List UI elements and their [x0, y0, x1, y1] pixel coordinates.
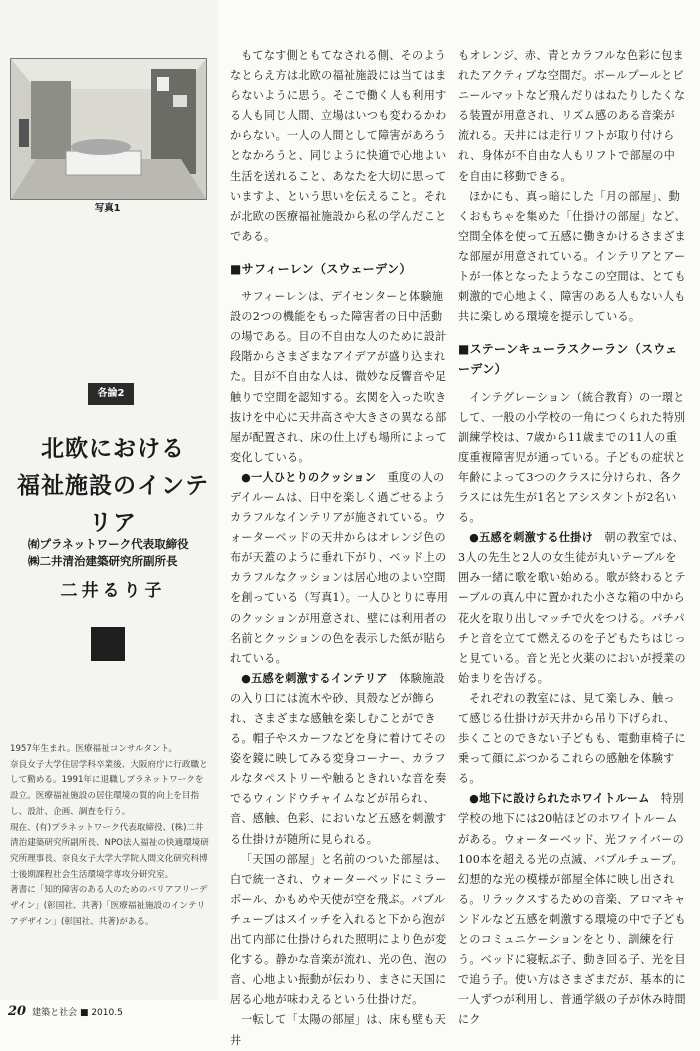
body-paragraph: 「天国の部屋」と名前のついた部屋は、白で統一され、ウォーターベッドにミラーボール、かもめや天使が空を飛ぶ。バブルチューブはスイッチを入れると下から泡が出て内部に仕掛けられた照明により色が変化する。静かな音楽が流れ、光の色、泡の音、心地よい振動が伝わり、まさに天国に居る心地が味わえるという仕掛けだ。 — [230, 852, 448, 1007]
body-paragraph: ほかにも、真っ暗にした「月の部屋」、動くおもちゃを集めた「仕掛けの部屋」など、空間全体を使って五感に働きかけるさまざまな部屋が用意されている。インテリアとアートが一体となったようなこの空間は、とても刺激的で心地よく、障害のある人もない人も共に楽しめる環境を提示している。 — [458, 189, 686, 324]
body-paragraph: インテグレーション（統合教育）の一環として、一般の小学校の一角につくられた特別訓練学校は、7歳から11歳までの11人の重度重複障害児が通っている。子どもの症状と年齢によって3つのクラスに分けられ、各クラスには先生が1名とアシスタントが2名いる。 — [458, 390, 686, 525]
bullet-title: ●五感を刺激するインテリア — [241, 671, 388, 685]
continued-paragraph: もオレンジ、赤、青とカラフルな色彩に包まれたアクティブな空間だ。ボールプールとビニールマットなど飛んだりはねたりしたくなる装置が用意され、リズム感のある音楽が流れる。天井には走行リフトが取り付けられ、身体が不自由な人もリフトで部屋の中を自由に移動できる。 — [458, 49, 686, 183]
bullet-title: ●地下に設けられたホワイトルーム — [469, 792, 650, 806]
article-title — [8, 430, 218, 541]
body-column-right — [458, 46, 686, 1031]
author-role-1: ㈲プラネットワーク代表取締役 — [28, 537, 189, 551]
bullet-title: ●一人ひとりのクッション — [241, 470, 377, 484]
series-badge: 各論2 — [88, 383, 134, 405]
bullet-paragraph — [458, 528, 686, 689]
photo-caption: 写真1 — [94, 203, 121, 214]
bullet-text: 体験施設の入り口には流木や砂、貝殻などが飾られ、さまざまな感触を楽しむことができる。帽子やスカーフなどを身に着けてその姿を鏡に映してみる変身コーナー、カラフルなタペストリーや触るときれいな音を奏でるウィンドウチャイムなどが吊られ、音、感触、色彩、においなど五感を刺激する仕掛けが随所に見られる。 — [230, 671, 447, 846]
title-line-2: 福祉施設のインテリア — [17, 472, 209, 536]
author-photo — [91, 627, 125, 661]
article-photo — [10, 58, 207, 200]
bio-paragraph: 著書に「知的障害のある人のためのバリアフリーデザイン」(彰国社、共著)「医療福祉施設のインテリアデザイン」(彰国社、共著)がある。 — [10, 885, 208, 927]
title-line-1: 北欧における — [41, 435, 185, 462]
section-heading-stenkula: ■ステーンキューラスクーラン（スウェーデン） — [458, 342, 678, 377]
bullet-text: 重度の人のデイルームは、日中を楽しく過ごせるようカラフルなインテリアが施されている。ウォーターベッドの天井からはオレンジ色の布が天蓋のように垂れ下がり、ベッド上のカラフルなクッションは居心地のよい空間を創っている（写真1）。一人ひとりに専用のクッションが用意され、壁には利用者の名前とクッションの色を表示した紙が貼られている。 — [230, 470, 449, 665]
page-number: 20 — [8, 1004, 27, 1019]
body-column-middle — [230, 46, 450, 1051]
body-paragraph: それぞれの教室には、見て楽しみ、触って感じる仕掛けが天井から吊り下げられ、歩くことのできない子どもも、電動車椅子に乗って顔にぶつかるこれらの感触を体験する。 — [458, 691, 686, 786]
bio-paragraph: 現在、(有)プラネットワーク代表取締役、(株)二井清治建築研究所副所長、NPO法人福祉の快適環境研究所理事長、奈良女子大学大学院人間文化研究科博士後期課程社会生活環境学専攻分研究室。 — [10, 822, 209, 880]
author-role-2: ㈱二井清治建築研究所副所長 — [28, 554, 178, 568]
bullet-paragraph — [230, 669, 450, 850]
journal-name: 建築と社会 ■ 2010.5 — [32, 1008, 123, 1018]
bio-paragraph: 1957年生まれ。医療福祉コンサルタント。 — [10, 744, 177, 754]
section-heading-safiren: ■サフィーレン（スウェーデン） — [230, 261, 412, 276]
bullet-paragraph — [458, 789, 686, 1030]
body-paragraph: 一転して「太陽の部屋」は、床も壁も天井 — [230, 1013, 447, 1047]
bullet-text: 特別学校の地下には20帖ほどのホワイトルームがある。ウォーターベッド、光ファイバーの100本を超える光の点滅、バブルチューブ。幻想的な光の模様が部屋全体に映し出される。リラックスするための音楽、アロマキャンドルなど五感を刺激する環境の中で子どもとのコミュニケーションをとり、訓練を行う。ベッドに寝転ぶ子、動き回る子、光を目で追う子。使い方はさまざまだが、基本的に一人ずつが利用し、普通学級の子が休み時間にク — [458, 792, 686, 1027]
author-bio — [10, 742, 210, 930]
body-paragraph: サフィーレンは、デイセンターと体験施設の2つの機能をもった障害者の日中活動の場である。目の不自由な人のために設計段階からさまざまなアイデアが盛り込まれた。目が不自由な人は、微妙な反響音や足触りで空間を認知する。玄関を入った吹き抜けを中心に天井高さや大きさの異なる部屋が配置され、床の仕上げも場所によって変化している。 — [230, 290, 448, 464]
bullet-title: ●五感を刺激する仕掛け — [469, 531, 594, 545]
page-footer — [8, 1004, 308, 1019]
bullet-text: 朝の教室では、3人の先生と2人の女生徒が丸いテーブルを囲み一緒に歌を歌い始める。歌が終わるとテーブルの真ん中に置かれた小さな箱の中から花火を取り出しマッチで火をつける。パチパチと音を立てて燃えるのを子どもたちはじっと見ている。音と光と火薬のにおいが授業の始まりを告げる。 — [458, 531, 686, 685]
bullet-paragraph — [230, 468, 450, 669]
bio-paragraph: 奈良女子大学住居学科卒業後、大阪府庁に行政職として勤める。1991年に退職しプラネットワークを設立。医療福祉施設の居住環境の質的向上を目指し、設計、企画、調査を行う。 — [10, 759, 208, 817]
intro-paragraph: もてなす側ともてなされる側、そのようなとらえ方は北欧の福祉施設には当てはまらないように思う。そこで働く人も利用する人も同じ人間、立場はいつも変わるかわからない。一人の人間として障害があろうとなかろうと、同じように快適で心地よい生活を送れること、あなたを大切に思っていますよ、という思いを伝えること。それが北欧の医療福祉施設から私の学んだことである。 — [230, 49, 447, 243]
bedroom-photo-illustration — [11, 59, 206, 199]
author-name: 二井るり子 — [60, 581, 166, 601]
